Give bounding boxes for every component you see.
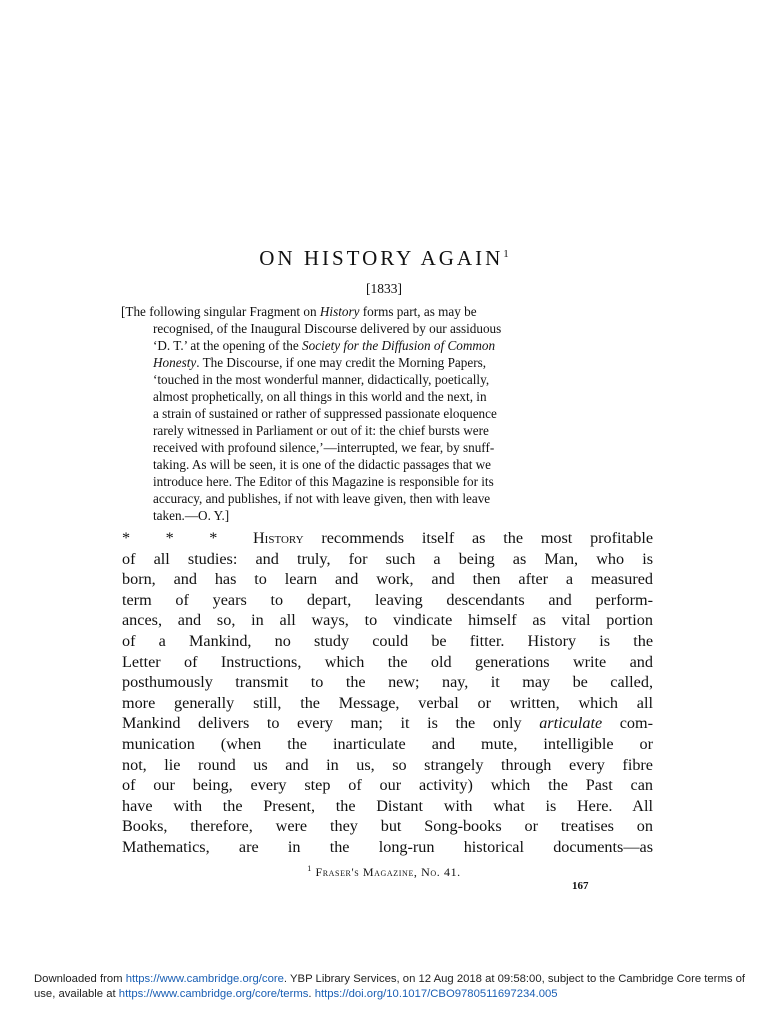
page-number: 167 — [572, 880, 589, 892]
body-line: of all studies: and truly, for such a being as Man, who is — [122, 549, 653, 568]
intro-line: introduce here. The Editor of this Magazine is responsible for its — [153, 474, 494, 489]
article-title-text: ON HISTORY AGAIN — [259, 246, 504, 270]
intro-line: recognised, of the Inaugural Discourse delivered by our assiduous — [153, 321, 502, 336]
footnote-text: Fraser's Magazine, No. 41. — [315, 865, 461, 879]
body-line: ances, and so, in all ways, to vindicate himself as vital portion — [122, 611, 653, 630]
body-line: Books, therefore, were they but Song-books or treatises on — [122, 817, 653, 836]
intro-line: ‘touched in the most wonderful manner, didactically, poetically, — [153, 372, 490, 387]
intro-line: Honesty. The Discourse, if one may credit the Morning Papers, — [153, 355, 487, 370]
article-title — [0, 246, 768, 271]
title-footnote-marker[interactable]: 1 — [503, 248, 509, 260]
footnote — [0, 864, 768, 880]
body-line: term of years to depart, leaving descendants and perform- — [122, 590, 653, 609]
body-line: Letter of Instructions, which the old generations write and — [122, 652, 653, 671]
body-line: of our being, every step of our activity) which the Past can — [122, 776, 653, 795]
doi-link[interactable]: https://doi.org/10.1017/CBO9780511697234.005 — [314, 988, 558, 1000]
intro-line: received with profound silence,’—interrupted, we fear, by snuff- — [153, 440, 495, 455]
body-line: born, and has to learn and work, and then after a measured — [122, 570, 653, 589]
body-line: * * * History recommends itself as the most profitable — [122, 529, 653, 547]
footnote-marker: 1 — [307, 864, 312, 873]
body-line: Mathematics, are in the long-run historical documents—as — [122, 837, 653, 856]
intro-line: almost prophetically, on all things in this world and the next, in — [153, 389, 487, 404]
body-line: Mankind delivers to every man; it is the only articulate com- — [122, 714, 653, 733]
terms-link[interactable]: https://www.cambridge.org/core/terms — [118, 988, 309, 1000]
body-line: more generally still, the Message, verbal or written, which all — [122, 693, 653, 712]
intro-line: accuracy, and publishes, if not with leave given, then with leave — [153, 491, 491, 506]
intro-line: rarely witnessed in Parliament or out of it: the chief bursts were — [153, 423, 489, 438]
editorial-intro — [121, 303, 652, 524]
body-line: have with the Present, the Distant with what is Here. All — [122, 796, 653, 815]
body-line: of a Mankind, no study could be fitter. History is the — [122, 631, 653, 650]
intro-line: taken.—O. Y.] — [153, 508, 230, 523]
article-year: [1833] — [366, 281, 402, 296]
intro-line: [The following singular Fragment on History forms part, as may be — [121, 304, 477, 319]
download-separator: . — [308, 988, 315, 1000]
download-prefix: Downloaded from — [34, 973, 126, 985]
cambridge-core-link[interactable]: https://www.cambridge.org/core — [125, 973, 284, 985]
body-line: munication (when the inarticulate and mute, intelligible or — [122, 734, 653, 753]
intro-line: a strain of sustained or rather of suppressed passionate eloquence — [153, 406, 497, 421]
download-middle: . YBP Library Services, on 12 Aug 2018 at 09:58:00, subject to the Cambridge Core terms of use, available at — [34, 973, 746, 1000]
body-text — [122, 528, 653, 858]
intro-line: taking. As will be seen, it is one of the didactic passages that we — [153, 457, 492, 472]
body-line: posthumously transmit to the new; nay, it may be called, — [122, 673, 653, 692]
body-line: not, lie round us and in us, so strangely through every fibre — [122, 755, 653, 774]
download-notice — [34, 972, 754, 1002]
intro-line: ‘D. T.’ at the opening of the Society for the Diffusion of Common — [153, 338, 496, 353]
